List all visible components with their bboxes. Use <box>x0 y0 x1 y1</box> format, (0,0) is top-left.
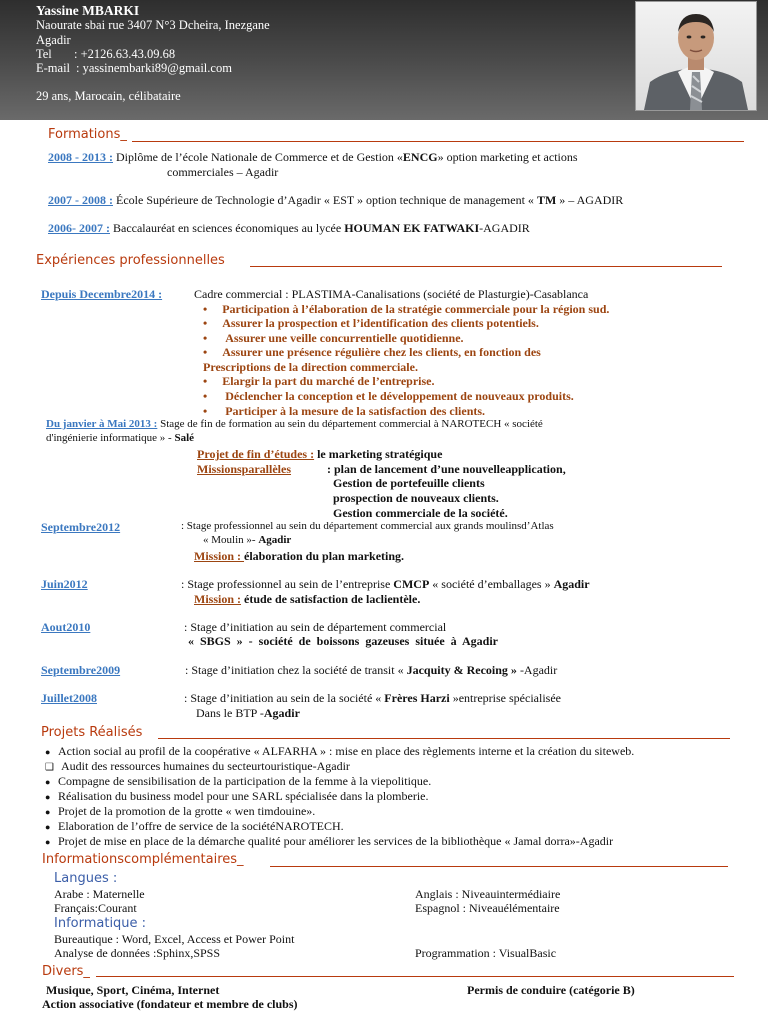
mission-line: Mission : élaboration du plan marketing. <box>194 549 405 563</box>
skill-item: Analyse de données :Sphinx,SPSS <box>54 946 221 960</box>
job-task: • Assurer la prospection et l’identification des clients potentiels. <box>203 316 539 330</box>
job-date: Du janvier à Mai 2013 : <box>46 418 158 430</box>
job-line: : Stage professionnel au sein du département commercial aux grands moulinsd’Atlas <box>181 520 554 532</box>
informatique-label: Informatique : <box>54 916 147 931</box>
section-rule <box>270 866 728 867</box>
section-title-infos: Informationscomplémentaires_ <box>42 852 244 867</box>
job-date: Juin2012 <box>41 577 88 591</box>
hobbies: Musique, Sport, Cinéma, Internet <box>46 983 220 997</box>
cv-header <box>0 0 768 120</box>
section-title-experiences: Expériences professionnelles <box>36 253 225 268</box>
email-label: E-mail <box>36 61 71 75</box>
section-rule <box>96 976 734 977</box>
job-task: • Elargir la part du marché de l’entreprise. <box>203 374 435 388</box>
language-item: Espagnol : Niveauélémentaire <box>415 901 560 915</box>
mission-item: Gestion commerciale de la société. <box>333 506 508 520</box>
projet-item: ❑ Audit des ressources humaines du secteurtouristique-Agadir <box>45 759 350 773</box>
projet-item: ● Action social au profil de la coopérative « ALFARHA » : mise en place des règlements interne et la création du siteweb. <box>45 744 635 758</box>
skill-item: Bureautique : Word, Excel, Access et Power Point <box>54 932 295 946</box>
missions-label: Missionsparallèles <box>197 462 292 476</box>
missions-colon: : <box>327 462 331 476</box>
job-line: : Stage professionnel au sein de l’entreprise CMCP « société d’emballages » Agadir <box>181 577 590 591</box>
job-date: Septembre2012 <box>41 520 121 534</box>
job-date: Depuis Decembre2014 : <box>41 287 163 301</box>
formation-item: 2008 - 2013 : Diplôme de l’école Nationale de Commerce et de Gestion «ENCG» option marketing et actions <box>48 150 578 164</box>
email-line <box>36 61 232 76</box>
address-line-1: Naourate sbai rue 3407 N°3 Dcheira, Inezgane <box>36 18 270 32</box>
mission-item: prospection de nouveaux clients. <box>333 491 499 505</box>
projet-line: Projet de fin d’études : le marketing stratégique <box>197 447 443 461</box>
skill-item: Programmation : VisualBasic <box>415 946 557 960</box>
projet-item: ● Compagne de sensibilisation de la participation de la femme à la viepolitique. <box>45 774 432 788</box>
driving-license: Permis de conduire (catégorie B) <box>467 983 635 997</box>
job-date: Aout2010 <box>41 620 91 634</box>
job-entry: Du janvier à Mai 2013 : Stage de fin de formation au sein du département commercial à NAROTECH « société <box>46 418 543 430</box>
job-task: • Assurer une présence régulière chez les clients, en fonction des <box>203 345 541 359</box>
candidate-name: Yassine MBARKI <box>36 3 140 18</box>
personal-info: 29 ans, Marocain, célibataire <box>36 89 181 103</box>
language-item: Français:Courant <box>54 901 137 915</box>
job-date: Juillet2008 <box>41 691 97 705</box>
formation-item: 2007 - 2008 : École Supérieure de Technologie d’Agadir « EST » option technique de management « TM » – AGADIR <box>48 193 624 207</box>
language-item: Anglais : Niveauintermédiaire <box>415 887 561 901</box>
job-line: : Stage d’initiation au sein de la société « Frères Harzi »entreprise spécialisée <box>184 691 561 705</box>
formation-date: 2007 - 2008 : <box>48 193 113 207</box>
projet-label: Projet de fin d’études : <box>197 447 315 461</box>
job-task: • Participation à l’élaboration de la stratégie commerciale pour la région sud. <box>203 302 610 316</box>
profile-photo <box>635 1 757 111</box>
phone-line <box>36 47 176 62</box>
job-title: Cadre commercial : PLASTIMA-Canalisations (société de Plasturgie)-Casablanca <box>194 287 589 301</box>
section-rule <box>158 738 730 739</box>
job-line: d'ingénierie informatique » - Salé <box>46 432 195 444</box>
job-task-continued: Prescriptions de la direction commerciale. <box>203 360 418 374</box>
job-line: « SBGS » - société de boissons gazeuses située à Agadir <box>188 634 499 648</box>
job-date: Septembre2009 <box>41 663 121 677</box>
section-rule <box>132 141 744 142</box>
section-title-divers: Divers_ <box>42 964 90 979</box>
phone-label: Tel <box>36 47 52 61</box>
mission-item: plan de lancement d’une nouvelleapplication, <box>334 462 566 476</box>
formation-date: 2008 - 2013 : <box>48 150 113 164</box>
projet-item: ● Projet de mise en place de la démarche qualité pour améliorer les services de la bibliothèque « Jamal dorra»-Agadir <box>45 834 614 848</box>
portrait-image <box>636 2 756 110</box>
job-line: : Stage d’initiation chez la société de transit « Jacquity & Recoing » -Agadir <box>185 663 558 677</box>
section-title-projets: Projets Réalisés <box>41 725 143 740</box>
job-task: • Déclencher la conception et le développement de nouveaux produits. <box>203 389 574 403</box>
job-line: : Stage d’initiation au sein de département commercial <box>184 620 447 634</box>
projet-item: ● Projet de la promotion de la grotte « wen timdouine». <box>45 804 316 818</box>
phone-value: : +2126.63.43.09.68 <box>74 47 176 61</box>
association: Action associative (fondateur et membre de clubs) <box>42 997 298 1011</box>
mission-item: Gestion de portefeuille clients <box>333 476 485 490</box>
projet-item: ● Elaboration de l’offre de service de la sociétéNAROTECH. <box>45 819 344 833</box>
mission-line: Mission : étude de satisfaction de laclientèle. <box>194 592 421 606</box>
projet-item: ● Réalisation du business model pour une SARL spécialisée dans la plomberie. <box>45 789 429 803</box>
job-task: • Participer à la mesure de la satisfaction des clients. <box>203 404 486 418</box>
section-rule <box>250 266 722 267</box>
mission-label: Mission : <box>194 549 245 563</box>
language-item: Arabe : Maternelle <box>54 887 145 901</box>
job-line: Dans le BTP -Agadir <box>196 706 300 720</box>
formation-item-line2: commerciales – Agadir <box>167 165 279 179</box>
email-value: : yassinembarki89@gmail.com <box>76 61 232 75</box>
mission-label: Mission : <box>194 592 242 606</box>
formation-date: 2006- 2007 : <box>48 221 110 235</box>
job-line: « Moulin »- Agadir <box>203 534 292 546</box>
address-line-2: Agadir <box>36 33 71 47</box>
formation-item: 2006- 2007 : Baccalauréat en sciences économiques au lycée HOUMAN EK FATWAKI-AGADIR <box>48 221 530 235</box>
job-task: • Assurer une veille concurrentielle quotidienne. <box>203 331 464 345</box>
section-title-formations: Formations_ <box>48 127 127 142</box>
langues-label: Langues : <box>54 871 118 886</box>
